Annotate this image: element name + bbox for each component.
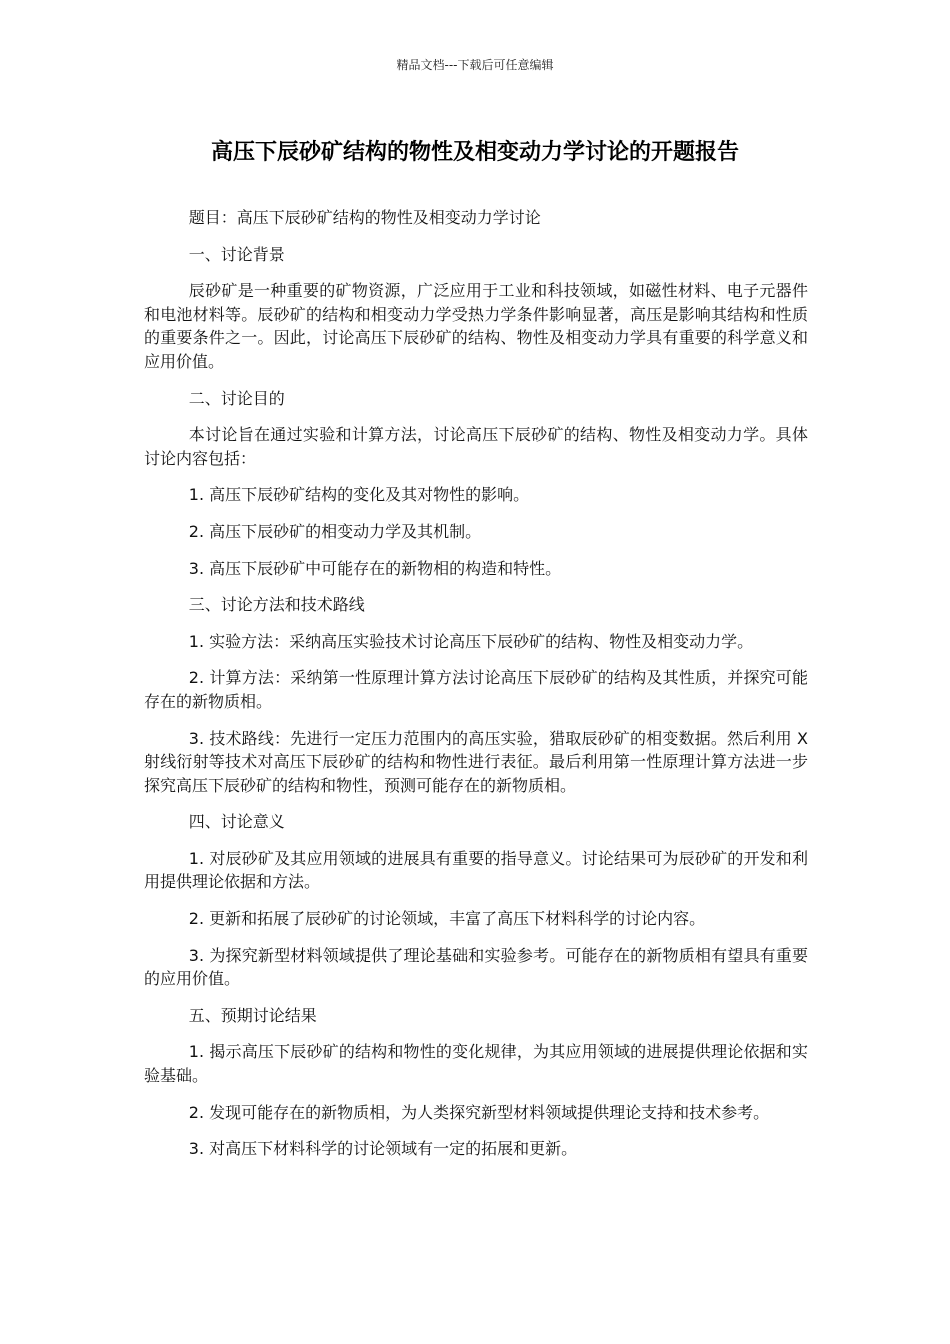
- expected-item-1: 1. 揭示高压下辰砂矿的结构和物性的变化规律，为其应用领域的进展提供理论依据和实验基础。: [144, 1042, 808, 1086]
- background-paragraph: 辰砂矿是一种重要的矿物资源，广泛应用于工业和科技领域，如磁性材料、电子元器件和电池材料等。辰砂矿的结构和相变动力学受热力学条件影响显著，高压是影响其结构和性质的重要条件之一。因此，讨论高压下辰砂矿的结构、物性及相变动力学具有重要的科学意义和应用价值。: [144, 281, 808, 371]
- page-header: 精品文档---下载后可任意编辑: [396, 58, 554, 72]
- significance-item-1: 1. 对辰砂矿及其应用领域的进展具有重要的指导意义。讨论结果可为辰砂矿的开发和利用提供理论依据和方法。: [144, 848, 808, 892]
- purpose-item-1: 1. 高压下辰砂矿结构的变化及其对物性的影响。: [188, 485, 530, 505]
- section-heading-purpose: 二、讨论目的: [188, 388, 285, 408]
- significance-item-2: 2. 更新和拓展了辰砂矿的讨论领域，丰富了高压下材料科学的讨论内容。: [188, 909, 706, 929]
- methods-item-1: 1. 实验方法：采纳高压实验技术讨论高压下辰砂矿的结构、物性及相变动力学。: [188, 631, 754, 651]
- document-title: 高压下辰砂矿结构的物性及相变动力学讨论的开题报告: [210, 140, 739, 165]
- section-heading-expected-results: 五、预期讨论结果: [188, 1005, 317, 1025]
- purpose-paragraph: 本讨论旨在通过实验和计算方法，讨论高压下辰砂矿的结构、物性及相变动力学。具体讨论内容包括：: [144, 425, 808, 468]
- expected-item-3: 3. 对高压下材料科学的讨论领域有一定的拓展和更新。: [188, 1139, 578, 1159]
- expected-item-2: 2. 发现可能存在的新物质相，为人类探究新型材料领域提供理论支持和技术参考。: [188, 1102, 770, 1122]
- topic-line: 题目：高压下辰砂矿结构的物性及相变动力学讨论: [188, 208, 541, 227]
- purpose-item-2: 2. 高压下辰砂矿的相变动力学及其机制。: [188, 521, 482, 541]
- section-heading-methods: 三、讨论方法和技术路线: [188, 595, 365, 615]
- methods-item-2: 2. 计算方法：采纳第一性原理计算方法讨论高压下辰砂矿的结构及其性质，并探究可能存在的新物质相。: [144, 668, 808, 711]
- methods-item-3: 3. 技术路线：先进行一定压力范围内的高压实验，猎取辰砂矿的相变数据。然后利用 X 射线衍射等技术对高压下辰砂矿的结构和物性进行表征。最后利用第一性原理计算方法进一步探究高压下辰砂矿的结构和物性，预测可能存在的新物质相。: [144, 728, 808, 795]
- section-heading-background: 一、讨论背景: [188, 244, 285, 264]
- significance-item-3: 3. 为探究新型材料领域提供了理论基础和实验参考。可能存在的新物质相有望具有重要的应用价值。: [144, 945, 808, 989]
- document-body: [144, 206, 808, 1174]
- purpose-item-3: 3. 高压下辰砂矿中可能存在的新物相的构造和特性。: [188, 558, 562, 578]
- section-heading-significance: 四、讨论意义: [188, 812, 285, 832]
